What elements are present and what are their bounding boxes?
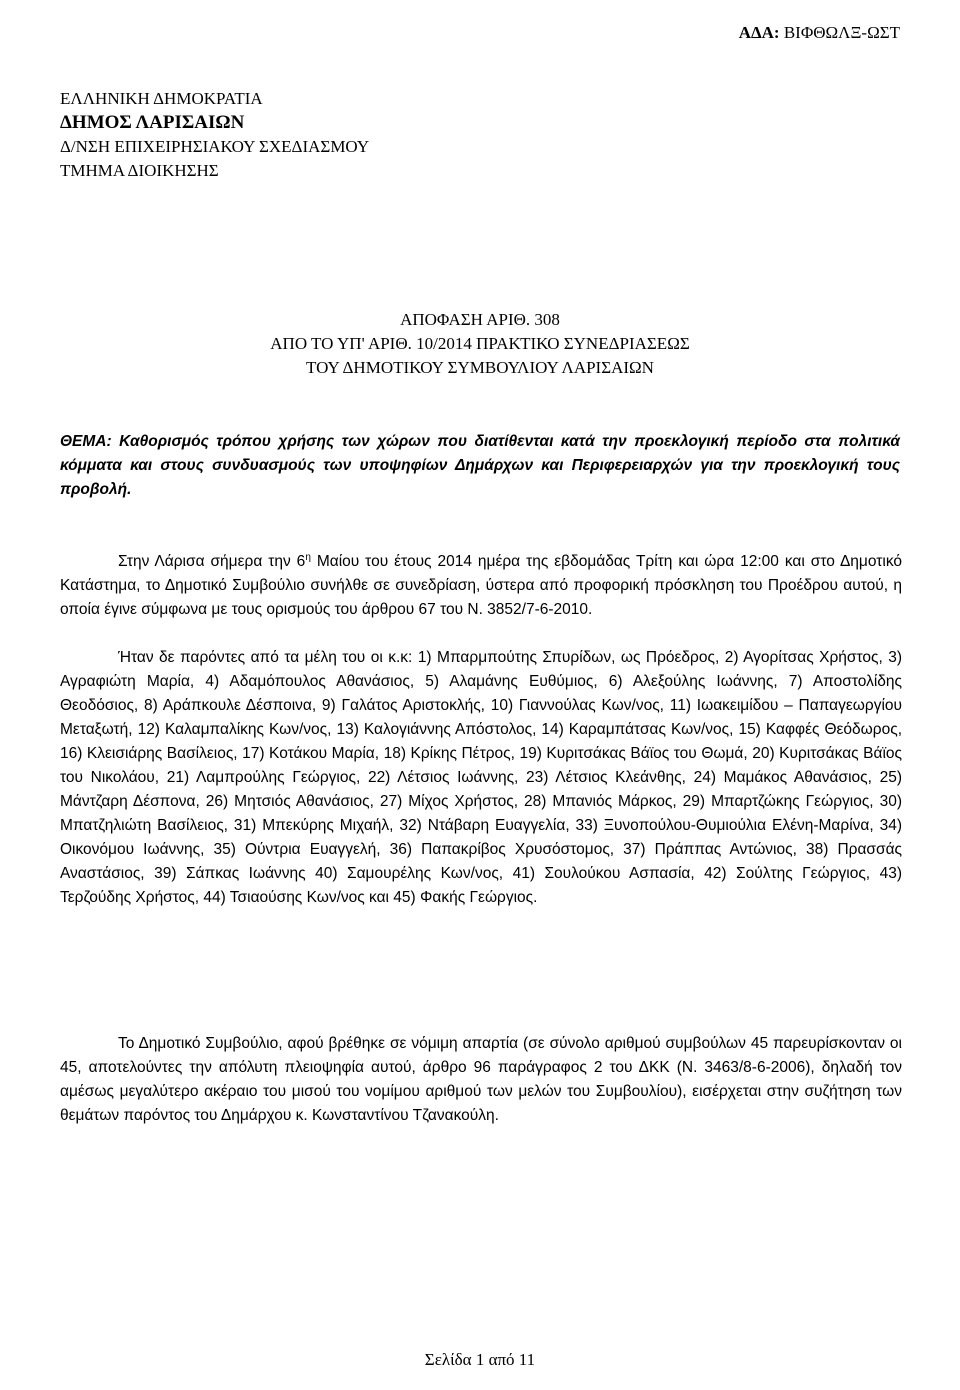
- session-text-start: Στην Λάρισα σήμερα την 6: [118, 553, 306, 570]
- session-text-end: Μαίου του έτους 2014 ημέρα της εβδομάδας Τρίτη και ώρα 12:00 και στο Δημοτικό Κατάστημα, το Δημοτικό Συμβούλιο συνήλθε σε συνεδρίαση, ύστερα από προφορική πρόσκληση του Προέδρου αυτού, η οποία έγινε σύμφωνα με τους ορισμούς του άρθρου 67 του Ν. 3852/7-6-2010.: [60, 553, 902, 618]
- decision-council: ΤΟΥ ΔΗΜΟΤΙΚΟΥ ΣΥΜΒΟΥΛΙΟΥ ΛΑΡΙΣΑΙΩΝ: [306, 358, 654, 377]
- session-paragraph: [60, 550, 902, 622]
- subject-paragraph: ΘΕΜΑ: Καθορισμός τρόπου χρήσης των χώρων που διατίθενται κατά την προεκλογική περίοδο στα πολιτικά κόμματα και στους συνδυασμούς των υποψηφίων Δημάρχων και Περιφερειαρχών για την προεκλογική τους προβολή.: [60, 433, 900, 498]
- members-list: 1) Μπαρμπούτης Σπυρίδων, ως Πρόεδρος, 2) Αγορίτσας Χρήστος, 3) Αγραφιώτη Μαρία, 4) Αδαμόπουλος Αθανάσιος, 5) Αλαμάνης Ευθύμιος, 6) Αλεξούλης Ιωάννης, 7) Αποστολίδης Θεοδόσιος, 8) Αράπκουλε Δέσποινα, 9) Γαλάτος Αριστοκλής, 10) Γιαννούλας Κων/νος, 11) Ιωακειμίδου – Παπαγεωργίου Μεταξωτή, 12) Καλαμπαλίκης Κων/νος, 13) Καλογιάννης Απόστολος, 14) Καραμπάτσας Κων/νος, 15) Καφφές Θεόδωρος, 16) Κλεισιάρης Βασίλειος, 17) Κοτάκου Μαρία, 18) Κρίκης Πέτρος, 19) Κυριτσάκας Βάϊος του Θωμά, 20) Κυριτσάκας Βάϊος του Νικολάου, 21) Λαμπρούλης Γεώργιος, 22) Λέτσιος Ιωάννης, 23) Λέτσιος Κλεάνθης, 24) Μαμάκος Αθανάσιος, 25) Μάντζαρη Δέσπονα, 26) Μητσιός Αθανάσιος, 27) Μίχος Χρήστος, 28) Μπανιός Μάρκος, 29) Μπαρτζώκης Γεώργιος, 30) Μπατζηλιώτη Βασίλειος, 31) Μπεκύρης Μιχαήλ, 32) Ντάβαρη Ευαγγελία, 33) Ξυνοπούλου-Θυμιούλια Ελένη-Μαρίνα, 34) Οικονόμου Ιωάννης, 35) Ούντρια Ευαγγελή, 36) Παπακρίβος Χρυσόστομος, 37) Πράππας Αντώνιος, 38) Πρασσάς Αναστάσιος, 39) Σάπκας Ιωάννης 40) Σαμουρέλης Κων/νος, 41) Σουλούκου Ασπασία, 42) Σούλτης Γεώργιος, 43) Τερζούδης Χρήστος, 44) Τσιαούσης Κων/νος και 45) Φακής Γεώργιος.: [60, 649, 902, 906]
- ada-code: [739, 22, 900, 44]
- decision-minutes: ΑΠΟ ΤΟ ΥΠ' ΑΡΙΘ. 10/2014 ΠΡΑΚΤΙΚΟ ΣΥΝΕΔΡΙΑΣΕΩΣ: [270, 334, 690, 353]
- country-line: ΕΛΛΗΝΙΚΗ ΔΗΜΟΚΡΑΤΙΑ: [60, 89, 263, 108]
- decision-number: ΑΠΟΦΑΣΗ ΑΡΙΘ. 308: [400, 310, 560, 329]
- ada-label: ΑΔΑ:: [738, 23, 780, 42]
- attendance-intro: Ήταν δε παρόντες από τα μέλη του οι κ.κ:: [118, 649, 418, 666]
- municipality-line: ΔΗΜΟΣ ΛΑΡΙΣΑΙΩΝ: [60, 112, 245, 133]
- quorum-paragraph: Το Δημοτικό Συμβούλιο, αφού βρέθηκε σε νόμιμη απαρτία (σε σύνολο αριθμού συμβούλων 45 παρευρίσκονταν οι 45, αποτελούντες την απόλυτη πλειοψηφία αυτού, άρθρο 96 παράγραφος 2 του ΔΚΚ (Ν. 3463/8-6-2006), δηλαδή τον αμέσως μεγαλύτερο ακέραιο του μισού του νομίμου αριθμού των μελών του Συμβουλίου), εισέρχεται στην συζήτηση των θεμάτων παρόντος του Δημάρχου κ. Κωνσταντίνου Τζανακούλη.: [60, 1035, 902, 1124]
- directorate-line: Δ/ΝΣΗ ΕΠΙΧΕΙΡΗΣΙΑΚΟΥ ΣΧΕΔΙΑΣΜΟΥ: [60, 137, 370, 156]
- department-line: ΤΜΗΜΑ ΔΙΟΙΚΗΣΗΣ: [60, 161, 219, 180]
- ada-value: ΒΙΦΘΩΛΞ-ΩΣΤ: [783, 23, 900, 42]
- attendance-paragraph: [60, 646, 902, 910]
- issuer-header: [60, 87, 369, 183]
- ordinal-superscript: η: [305, 551, 311, 563]
- page-number-footer: Σελίδα 1 από 11: [424, 1350, 536, 1369]
- decision-heading: [0, 308, 960, 380]
